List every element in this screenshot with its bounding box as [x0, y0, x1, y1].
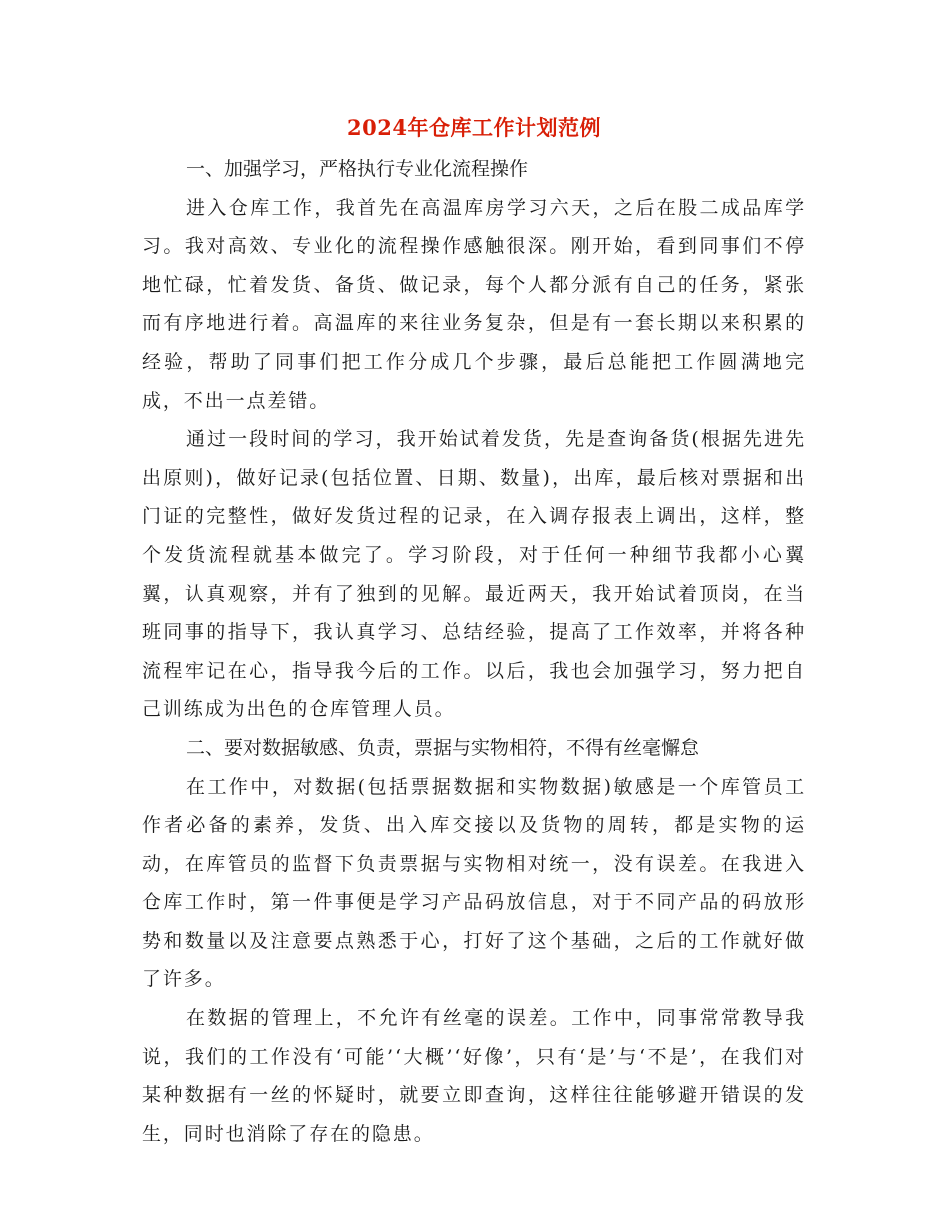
section-2: [142, 729, 806, 1154]
document-title: 2024年仓库工作计划范例: [347, 115, 601, 140]
section-1: [142, 150, 806, 729]
document-page: [142, 108, 806, 1153]
paragraph: 进入仓库工作，我首先在高温库房学习六天，之后在股二成品库学习。我对高效、专业化的流程操作感触很深。刚开始，看到同事们不停地忙碌，忙着发货、备货、做记录，每个人都分派有自己的任务，紧张而有序地进行着。高温库的来往业务复杂，但是有一套长期以来积累的经验，帮助了同事们把工作分成几个步骤，最后总能把工作圆满地完成，不出一点差错。: [142, 196, 806, 412]
paragraph: 在数据的管理上，不允许有丝毫的误差。工作中，同事常常教导我说，我们的工作没有‘可能’‘大概’‘好像’，只有‘是’与‘不是’，在我们对某种数据有一丝的怀疑时，就要立即查询，这样往往能够避开错误的发生，同时也消除了存在的隐患。: [142, 1007, 806, 1145]
paragraph: 通过一段时间的学习，我开始试着发货，先是查询备货(根据先进先出原则)，做好记录(包括位置、日期、数量)，出库，最后核对票据和出门证的完整性，做好发货过程的记录，在入调存报表上调出，这样，整个发货流程就基本做完了。学习阶段，对于任何一种细节我都小心翼翼，认真观察，并有了独到的见解。最近两天，我开始试着顶岗，在当班同事的指导下，我认真学习、总结经验，提高了工作效率，并将各种流程牢记在心，指导我今后的工作。以后，我也会加强学习，努力把自己训练成为出色的仓库管理人员。: [142, 428, 806, 721]
section-heading: 二、要对数据敏感、负责，票据与实物相符，不得有丝毫懈怠: [186, 736, 700, 759]
paragraph: 在工作中，对数据(包括票据数据和实物数据)敏感是一个库管员工作者必备的素养，发货、出入库交接以及货物的周转，都是实物的运动，在库管员的监督下负责票据与实物相对统一，没有误差。在我进入仓库工作时，第一件事便是学习产品码放信息，对于不同产品的码放形势和数量以及注意要点熟悉于心，打好了这个基础，之后的工作就好做了许多。: [142, 775, 806, 991]
section-heading: 一、加强学习，严格执行专业化流程操作: [186, 158, 529, 180]
